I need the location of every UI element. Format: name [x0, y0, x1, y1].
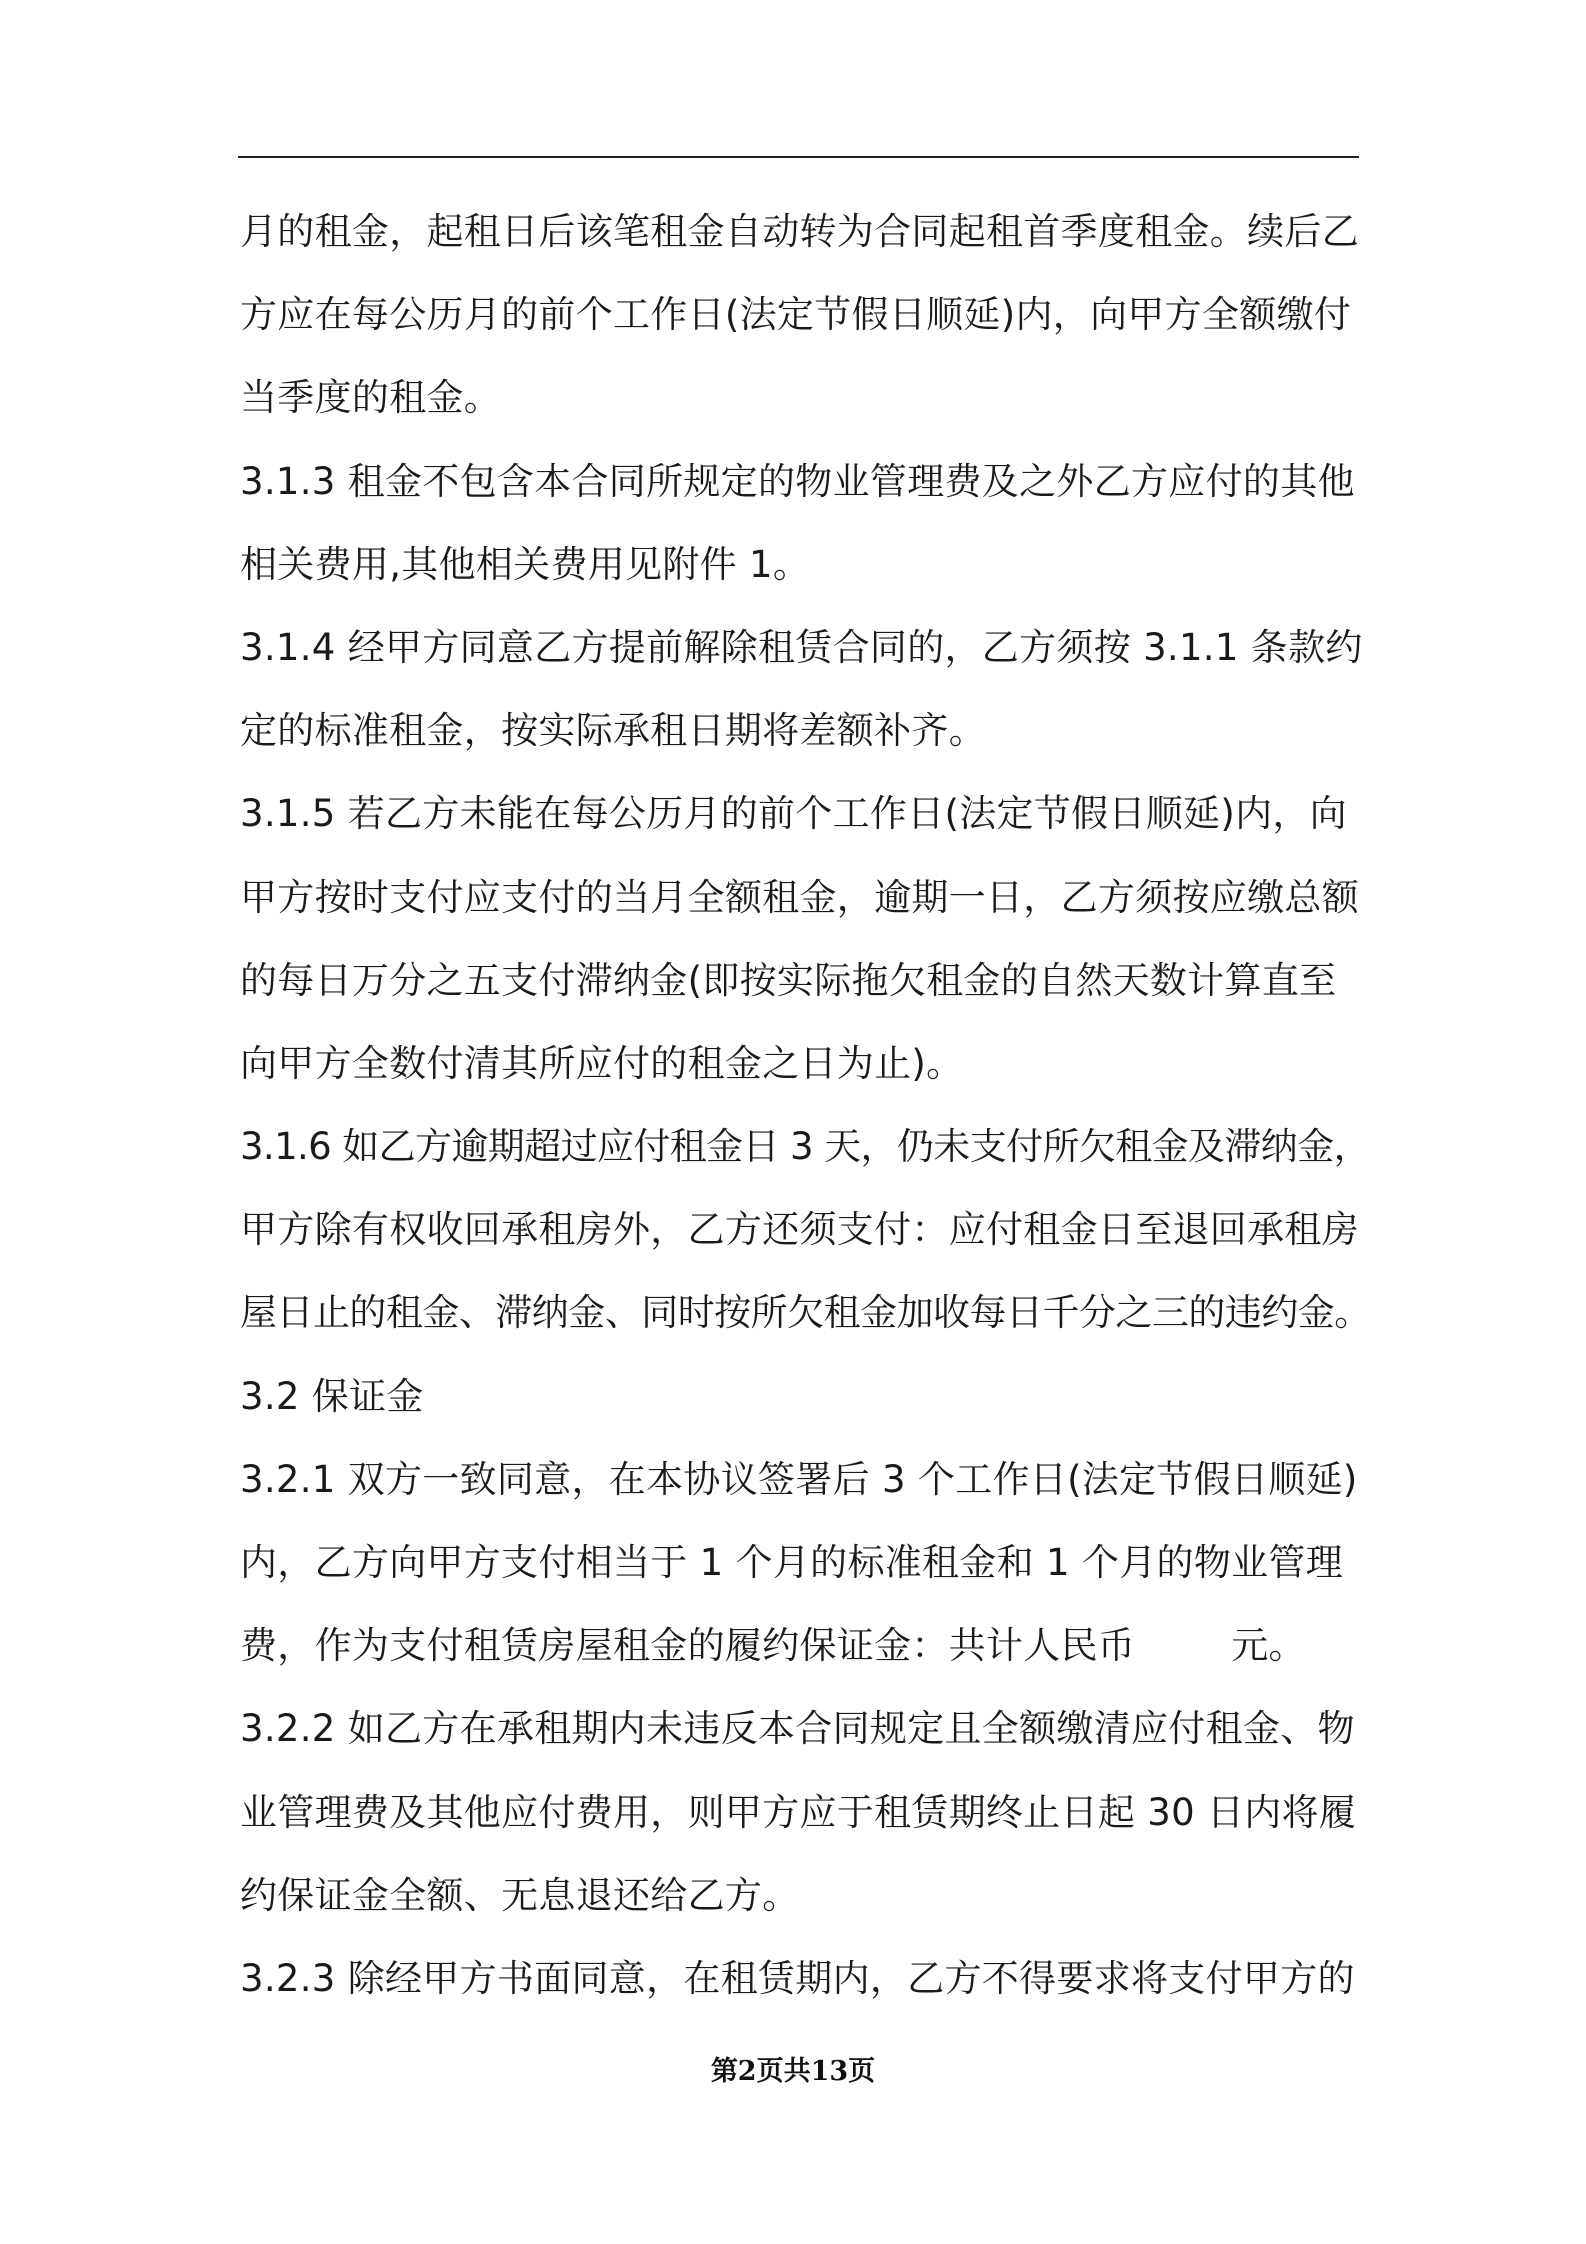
- header-rule: [238, 156, 1359, 158]
- document-body: [240, 202, 1372, 2032]
- clause-3-1-4: 3.1.4 经甲方同意乙方提前解除租赁合同的，乙方须按 3.1.1 条款约: [240, 625, 1363, 669]
- amount-unit: 元。: [1231, 1624, 1306, 1668]
- text-line: 的每日万分之五支付滞纳金(即按实际拖欠租金的自然天数计算直至: [240, 958, 1337, 1002]
- text-line: 定的标准租金，按实际承租日期将差额补齐。: [240, 709, 986, 753]
- text-line: 向甲方全数付清其所应付的租金之日为止)。: [240, 1041, 964, 1085]
- clause-3-1-5: 3.1.5 若乙方未能在每公历月的前个工作日(法定节假日顺延)内，向: [240, 792, 1347, 836]
- clause-3-2-1: 3.2.1 双方一致同意，在本协议签署后 3 个工作日(法定节假日顺延): [240, 1457, 1358, 1501]
- text-line: 月的租金，起租日后该笔租金自动转为合同起租首季度租金。续后乙: [240, 210, 1359, 253]
- text-line: 业管理费及其他应付费用，则甲方应于租赁期终止日起 30 日内将履: [240, 1790, 1357, 1834]
- clause-3-2-2: 3.2.2 如乙方在承租期内未违反本合同规定且全额缴清应付租金、物: [240, 1707, 1355, 1751]
- clause-3-1-3: 3.1.3 租金不包含本合同所规定的物业管理费及之外乙方应付的其他: [240, 459, 1355, 503]
- text-line: 甲方按时支付应支付的当月全额租金，逾期一日，乙方须按应缴总额: [240, 875, 1359, 919]
- text-line-amount: [240, 1616, 1372, 1699]
- text-line: 甲方除有权收回承租房外，乙方还须支付：应付租金日至退回承租房: [240, 1208, 1359, 1252]
- text-line: 方应在每公历月的前个工作日(法定节假日顺延)内，向甲方全额缴付: [240, 293, 1352, 337]
- clause-3-2-3: 3.2.3 除经甲方书面同意，在租赁期内，乙方不得要求将支付甲方的: [240, 1956, 1355, 2000]
- page-number: 第2页共13页: [710, 2056, 876, 2087]
- text-line: 内，乙方向甲方支付相当于 1 个月的标准租金和 1 个月的物业管理: [240, 1541, 1344, 1584]
- section-heading-deposit: 3.2 保证金: [240, 1374, 424, 1418]
- text-line: 当季度的租金。: [240, 376, 502, 420]
- clause-3-1-6: 3.1.6 如乙方逾期超过应付租金日 3 天，仍未支付所欠租金及滞纳金，: [240, 1125, 1370, 1169]
- amount-text: 费，作为支付租赁房屋租金的履约保证金：共计人民币: [240, 1624, 1136, 1668]
- text-line: 相关费用,其他相关费用见附件 1。: [240, 542, 811, 586]
- text-line: 屋日止的租金、滞纳金、同时按所欠租金加收每日千分之三的违约金。: [240, 1291, 1371, 1335]
- text-line: 约保证金全额、无息退还给乙方。: [240, 1873, 800, 1917]
